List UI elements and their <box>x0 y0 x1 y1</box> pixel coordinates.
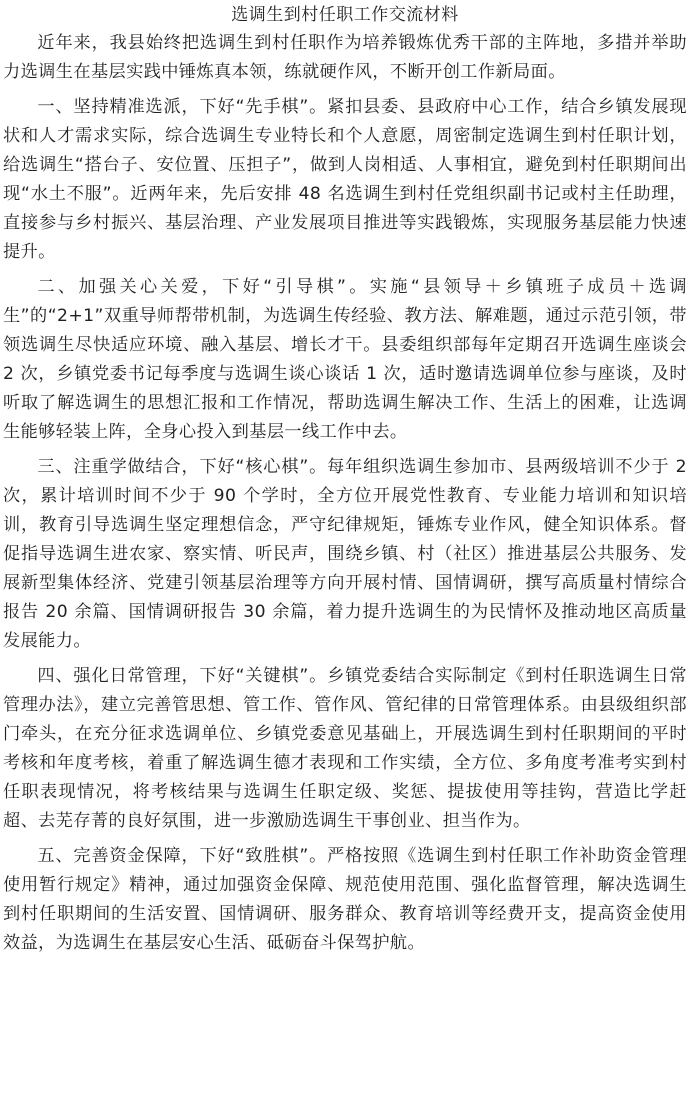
paragraph-section-4: 四、强化日常管理，下好“关键棋”。乡镇党委结合实际制定《到村任职选调生日常管理办法》，建立完善管思想、管工作、管作风、管纪律的日常管理体系。由县级组织部门牵头，在充分征求选调单位、乡镇党委意见基础上，开展选调生到村任职期间的平时考核和年度考核，着重了解选调生德才表现和工作实绩，全方位、多角度考准考实到村任职表现情况，将考核结果与选调生任职定级、奖惩、提拔使用等挂钩，营造比学赶超、去芜存菁的良好氛围，进一步激励选调生干事创业、担当作为。 <box>3 666 687 831</box>
document-title: 选调生到村任职工作交流材料 <box>231 5 459 25</box>
paragraph-section-2: 二、加强关心关爱，下好“引导棋”。实施“县领导＋乡镇班子成员＋选调生”的“2+1”双重导师帮带机制，为选调生传经验、教方法、解难题，通过示范引领，带领选调生尽快适应环境、融入基层、增长才干。县委组织部每年定期召开选调生座谈会 2 次，乡镇党委书记每季度与选调生谈心谈话 1 次，适时邀请选调单位参与座谈，及时听取了解选调生的思想汇报和工作情况，帮助选调生解决工作、生活上的困难，让选调生能够轻装上阵，全身心投入到基层一线工作中去。 <box>3 277 687 442</box>
paragraph-section-5: 五、完善资金保障，下好“致胜棋”。严格按照《选调生到村任职工作补助资金管理使用暂行规定》精神，通过加强资金保障、规范使用范围、强化监督管理，解决选调生到村任职期间的生活安置、国情调研、服务群众、教育培训等经费开支，提高资金使用效益，为选调生在基层安心生活、砥砺奋斗保驾护航。 <box>3 846 687 953</box>
document-page <box>0 3 693 958</box>
paragraph-section-3: 三、注重学做结合，下好“核心棋”。每年组织选调生参加市、县两级培训不少于 2 次，累计培训时间不少于 90 个学时，全方位开展党性教育、专业能力培训和知识培训，教育引导选调生坚定理想信念，严守纪律规矩，锤炼专业作风，健全知识体系。督促指导选调生进农家、察实情、听民声，围绕乡镇、村（社区）推进基层公共服务、发展新型集体经济、党建引领基层治理等方向开展村情、国情调研，撰写高质量村情综合报告 20 余篇、国情调研报告 30 余篇，着力提升选调生的为民情怀及推动地区高质量发展能力。 <box>3 457 687 651</box>
paragraph-intro: 近年来，我县始终把选调生到村任职作为培养锻炼优秀干部的主阵地，多措并举助力选调生在基层实践中锤炼真本领，练就硬作风，不断开创工作新局面。 <box>3 33 687 82</box>
paragraph-section-1: 一、坚持精准选派，下好“先手棋”。紧扣县委、县政府中心工作，结合乡镇发展现状和人才需求实际，综合选调生专业特长和个人意愿，周密制定选调生到村任职计划，给选调生“搭台子、安位置、压担子”，做到人岗相适、人事相宜，避免到村任职期间出现“水土不服”。近两年来，先后安排 48 名选调生到村任党组织副书记或村主任助理，直接参与乡村振兴、基层治理、产业发展项目推进等实践锻炼，实现服务基层能力快速提升。 <box>3 97 687 262</box>
